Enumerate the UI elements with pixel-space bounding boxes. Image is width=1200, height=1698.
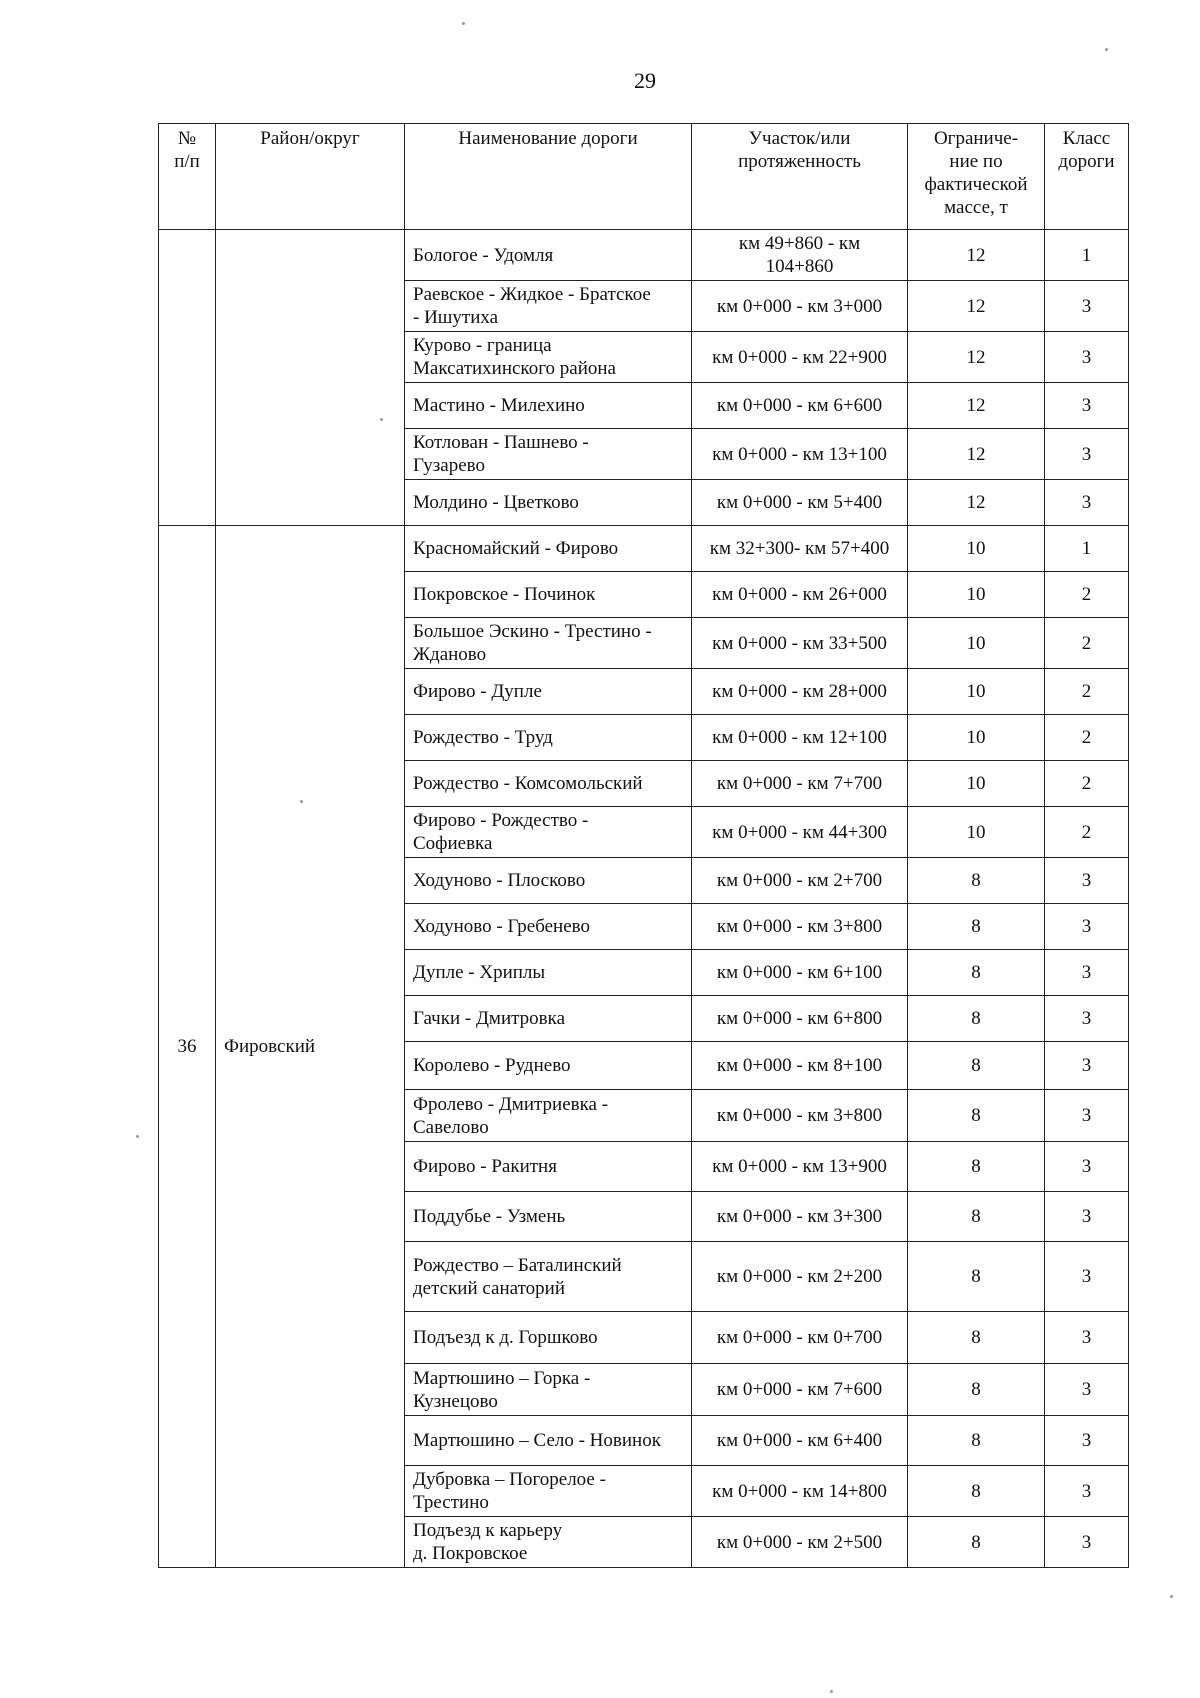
header-row [159, 124, 1129, 230]
road-name-cell [405, 1090, 692, 1142]
road-name: Красномайский - Фирово [413, 538, 619, 559]
mass-limit-cell [908, 332, 1045, 383]
mass-limit-cell [908, 1416, 1045, 1466]
road-name: Фирово - Дупле [413, 681, 542, 702]
mass-limit: 8 [971, 1430, 981, 1451]
mass-limit: 8 [971, 1008, 981, 1029]
road-name: Котлован - Пашнево - Гузарево [413, 432, 589, 476]
road-class-cell [1045, 1090, 1129, 1142]
road-section-cell [692, 904, 908, 950]
row-number: 36 [177, 1036, 197, 1057]
road-section: км 0+000 - км 7+600 [716, 1379, 883, 1400]
road-section: км 0+000 - км 6+800 [716, 1008, 883, 1029]
mass-limit: 8 [971, 1379, 981, 1400]
road-section-cell [692, 761, 908, 807]
header-road-name [405, 124, 692, 230]
scan-speck [1105, 48, 1108, 51]
road-section-cell [692, 230, 908, 281]
mass-limit: 8 [971, 1105, 981, 1126]
road-section: км 0+000 - км 13+100 [712, 443, 887, 465]
road-class-cell [1045, 281, 1129, 332]
header-num [159, 124, 216, 230]
mass-limit-cell [908, 807, 1045, 858]
header-num-text: № п/п [174, 128, 200, 172]
road-name: Подъезд к д. Горшково [413, 1327, 598, 1348]
road-name-cell [405, 996, 692, 1042]
road-section: км 32+300- км 57+400 [709, 538, 890, 559]
road-name-cell [405, 1142, 692, 1192]
mass-limit: 12 [966, 492, 986, 513]
road-class: 3 [1081, 1156, 1092, 1177]
road-class-cell [1045, 526, 1129, 572]
row-number-cell [159, 230, 216, 526]
road-name-cell [405, 230, 692, 281]
road-name-cell [405, 332, 692, 383]
road-class: 3 [1081, 395, 1092, 416]
road-name: Курово - граница Максатихинского района [413, 335, 616, 379]
road-class-cell [1045, 1312, 1129, 1364]
road-section: км 0+000 - км 12+100 [712, 727, 887, 748]
road-class: 3 [1081, 1266, 1092, 1287]
road-section: км 0+000 - км 14+800 [712, 1480, 887, 1502]
road-section: км 0+000 - км 6+400 [716, 1430, 883, 1451]
road-class-cell [1045, 1242, 1129, 1312]
road-section-cell [692, 1242, 908, 1312]
road-name: Рождество – Баталинский детский санаторий [413, 1254, 622, 1299]
scan-speck [1170, 1595, 1173, 1598]
road-class-cell [1045, 858, 1129, 904]
mass-limit: 12 [966, 346, 986, 368]
row-number-cell [159, 526, 216, 1568]
mass-limit: 10 [966, 632, 986, 654]
road-section-cell [692, 281, 908, 332]
road-section-cell [692, 1142, 908, 1192]
road-name-cell [405, 807, 692, 858]
header-district [216, 124, 405, 230]
road-class-cell [1045, 1364, 1129, 1416]
district-name: Фировский [224, 1036, 316, 1057]
district-name-cell [216, 526, 405, 1568]
road-name-cell [405, 669, 692, 715]
road-section: км 0+000 - км 2+700 [716, 870, 883, 891]
road-class: 2 [1081, 632, 1092, 654]
mass-limit: 8 [971, 1266, 981, 1287]
road-section-cell [692, 1466, 908, 1517]
table-row [159, 230, 1129, 281]
road-section: км 0+000 - км 3+300 [716, 1206, 883, 1227]
header-mass-limit-text: Ограниче- ние по фактической массе, т [924, 128, 1028, 218]
road-name-cell [405, 904, 692, 950]
road-class-cell [1045, 1142, 1129, 1192]
road-class: 2 [1081, 773, 1092, 794]
header-section [692, 124, 908, 230]
road-name: Фролево - Дмитриевка - Савелово [413, 1093, 609, 1138]
road-name: Раевское - Жидкое - Братское - Ишутиха [413, 284, 651, 328]
road-class: 2 [1081, 727, 1092, 748]
road-name: Королево - Руднево [413, 1055, 571, 1076]
road-section-cell [692, 715, 908, 761]
road-name-cell [405, 1242, 692, 1312]
mass-limit-cell [908, 1517, 1045, 1568]
road-section-cell [692, 332, 908, 383]
road-class: 3 [1081, 1008, 1092, 1029]
scan-speck [830, 1690, 833, 1693]
mass-limit: 10 [966, 727, 986, 748]
road-name: Подъезд к карьеру д. Покровское [413, 1520, 563, 1564]
mass-limit-cell [908, 429, 1045, 480]
header-road-name-text: Наименование дороги [458, 128, 638, 149]
road-section-cell [692, 1192, 908, 1242]
road-name-cell [405, 383, 692, 429]
road-name-cell [405, 1416, 692, 1466]
table-header [159, 124, 1129, 230]
road-class: 3 [1081, 1055, 1092, 1076]
road-class-cell [1045, 950, 1129, 996]
road-class: 3 [1081, 1379, 1092, 1400]
road-class: 1 [1081, 538, 1092, 559]
road-name-cell [405, 1312, 692, 1364]
road-section: км 0+000 - км 2+200 [716, 1266, 883, 1287]
mass-limit-cell [908, 1312, 1045, 1364]
header-district-text: Район/округ [260, 128, 360, 149]
scan-speck [380, 418, 383, 421]
road-class-cell [1045, 996, 1129, 1042]
mass-limit: 8 [971, 1055, 981, 1076]
table-body [159, 230, 1129, 1568]
mass-limit: 10 [966, 821, 986, 843]
road-section: км 0+000 - км 8+100 [716, 1055, 883, 1076]
road-name: Фирово - Ракитня [413, 1156, 557, 1177]
road-name-cell [405, 715, 692, 761]
road-class: 2 [1081, 584, 1092, 605]
mass-limit: 8 [971, 1531, 981, 1553]
road-section: км 0+000 - км 3+800 [716, 1105, 883, 1126]
road-name-cell [405, 618, 692, 669]
road-name-cell [405, 281, 692, 332]
road-name: Гачки - Дмитровка [413, 1008, 565, 1029]
road-class: 3 [1081, 1480, 1092, 1502]
mass-limit-cell [908, 761, 1045, 807]
mass-limit: 8 [971, 916, 981, 937]
road-name-cell [405, 761, 692, 807]
mass-limit: 8 [971, 1156, 981, 1177]
road-section: км 0+000 - км 13+900 [712, 1156, 887, 1177]
mass-limit-cell [908, 526, 1045, 572]
road-name-cell [405, 429, 692, 480]
header-section-text: Участок/или протяженность [738, 128, 861, 172]
road-class: 3 [1081, 295, 1092, 317]
road-section-cell [692, 526, 908, 572]
mass-limit: 8 [971, 1327, 981, 1348]
mass-limit: 8 [971, 1206, 981, 1227]
road-class-cell [1045, 1466, 1129, 1517]
road-section-cell [692, 383, 908, 429]
road-name: Мартюшино – Горка - Кузнецово [413, 1367, 591, 1412]
road-class-cell [1045, 904, 1129, 950]
road-name-cell [405, 1042, 692, 1090]
mass-limit-cell [908, 618, 1045, 669]
road-name-cell [405, 1192, 692, 1242]
mass-limit: 10 [966, 773, 986, 794]
road-class-cell [1045, 807, 1129, 858]
road-class: 3 [1081, 870, 1092, 891]
road-section: км 0+000 - км 5+400 [716, 492, 883, 513]
road-class: 3 [1081, 443, 1092, 465]
mass-limit-cell [908, 480, 1045, 526]
mass-limit: 12 [966, 244, 986, 266]
road-name-cell [405, 572, 692, 618]
mass-limit-cell [908, 996, 1045, 1042]
mass-limit-cell [908, 950, 1045, 996]
roads-table [158, 123, 1129, 1568]
road-section-cell [692, 669, 908, 715]
mass-limit: 10 [966, 538, 986, 559]
road-name: Дупле - Хриплы [413, 962, 546, 983]
mass-limit-cell [908, 1142, 1045, 1192]
mass-limit-cell [908, 1242, 1045, 1312]
road-name: Фирово - Рождество - Софиевка [413, 810, 589, 854]
road-name: Ходуново - Гребенево [413, 916, 590, 937]
mass-limit-cell [908, 230, 1045, 281]
mass-limit-cell [908, 715, 1045, 761]
road-name: Поддубье - Узмень [413, 1206, 566, 1227]
road-class: 2 [1081, 821, 1092, 843]
road-section: км 0+000 - км 3+800 [716, 916, 883, 937]
mass-limit-cell [908, 1192, 1045, 1242]
road-class: 3 [1081, 346, 1092, 368]
page-number: 29 [634, 68, 656, 93]
road-name-cell [405, 1517, 692, 1568]
mass-limit: 12 [966, 443, 986, 465]
header-road-class-text: Класс дороги [1058, 128, 1115, 172]
road-section-cell [692, 807, 908, 858]
road-section-cell [692, 1090, 908, 1142]
road-section-cell [692, 429, 908, 480]
road-class: 3 [1081, 1105, 1092, 1126]
road-name: Рождество - Комсомольский [413, 773, 643, 794]
mass-limit-cell [908, 858, 1045, 904]
road-class-cell [1045, 480, 1129, 526]
header-mass-limit [908, 124, 1045, 230]
mass-limit-cell [908, 1466, 1045, 1517]
road-class-cell [1045, 1192, 1129, 1242]
scan-speck [462, 22, 465, 25]
mass-limit: 12 [966, 395, 986, 416]
mass-limit-cell [908, 572, 1045, 618]
mass-limit-cell [908, 904, 1045, 950]
road-class-cell [1045, 761, 1129, 807]
road-section: км 0+000 - км 3+000 [716, 295, 883, 317]
road-section: км 0+000 - км 44+300 [712, 821, 887, 843]
mass-limit: 8 [971, 870, 981, 891]
road-name-cell [405, 480, 692, 526]
road-class-cell [1045, 383, 1129, 429]
road-class: 3 [1081, 1531, 1092, 1553]
road-section-cell [692, 950, 908, 996]
road-name-cell [405, 526, 692, 572]
mass-limit: 10 [966, 681, 986, 702]
road-class-cell [1045, 669, 1129, 715]
road-class-cell [1045, 332, 1129, 383]
road-class: 2 [1081, 681, 1092, 702]
road-name: Мастино - Милехино [413, 395, 585, 416]
header-road-class [1045, 124, 1129, 230]
road-section: км 0+000 - км 6+600 [716, 395, 883, 416]
road-name-cell [405, 1364, 692, 1416]
road-section: км 49+860 - км 104+860 [738, 233, 861, 277]
road-section: км 0+000 - км 0+700 [716, 1327, 883, 1348]
road-name: Рождество - Труд [413, 727, 553, 748]
road-class: 3 [1081, 916, 1092, 937]
road-name: Бологое - Удомля [413, 244, 554, 266]
mass-limit-cell [908, 1364, 1045, 1416]
road-class: 1 [1081, 244, 1092, 266]
road-section-cell [692, 572, 908, 618]
road-class: 3 [1081, 1206, 1092, 1227]
scan-speck [300, 800, 303, 803]
mass-limit: 10 [966, 584, 986, 605]
mass-limit-cell [908, 383, 1045, 429]
road-name-cell [405, 858, 692, 904]
road-section-cell [692, 858, 908, 904]
road-section-cell [692, 996, 908, 1042]
table-row [159, 526, 1129, 572]
road-class-cell [1045, 715, 1129, 761]
road-class-cell [1045, 1416, 1129, 1466]
mass-limit-cell [908, 1090, 1045, 1142]
road-section: км 0+000 - км 28+000 [712, 681, 887, 702]
road-class: 3 [1081, 962, 1092, 983]
road-class-cell [1045, 618, 1129, 669]
mass-limit-cell [908, 669, 1045, 715]
mass-limit: 8 [971, 1480, 981, 1502]
road-section: км 0+000 - км 26+000 [712, 584, 887, 605]
road-class-cell [1045, 1042, 1129, 1090]
road-name: Покровское - Починок [413, 584, 596, 605]
road-class-cell [1045, 572, 1129, 618]
road-section: км 0+000 - км 2+500 [716, 1531, 883, 1553]
road-name: Молдино - Цветково [413, 492, 579, 513]
mass-limit-cell [908, 281, 1045, 332]
district-name-cell [216, 230, 405, 526]
mass-limit-cell [908, 1042, 1045, 1090]
road-class: 3 [1081, 1327, 1092, 1348]
road-name-cell [405, 950, 692, 996]
road-name: Большое Эскино - Трестино - Жданово [413, 621, 652, 665]
road-name-cell [405, 1466, 692, 1517]
road-class-cell [1045, 230, 1129, 281]
road-section: км 0+000 - км 33+500 [712, 632, 887, 654]
mass-limit: 12 [966, 295, 986, 317]
mass-limit: 8 [971, 962, 981, 983]
road-name: Ходуново - Плосково [413, 870, 586, 891]
road-section: км 0+000 - км 22+900 [712, 346, 887, 368]
road-section-cell [692, 1517, 908, 1568]
road-name: Дубровка – Погорелое - Трестино [413, 1469, 606, 1513]
road-class: 3 [1081, 492, 1092, 513]
road-section-cell [692, 618, 908, 669]
road-section: км 0+000 - км 7+700 [716, 773, 883, 794]
road-section-cell [692, 480, 908, 526]
road-section-cell [692, 1312, 908, 1364]
road-section-cell [692, 1042, 908, 1090]
scan-speck [136, 1135, 139, 1138]
road-class-cell [1045, 1517, 1129, 1568]
road-class: 3 [1081, 1430, 1092, 1451]
road-name: Мартюшино – Село - Новинок [413, 1430, 661, 1451]
road-class-cell [1045, 429, 1129, 480]
road-section: км 0+000 - км 6+100 [716, 962, 883, 983]
road-section-cell [692, 1364, 908, 1416]
road-section-cell [692, 1416, 908, 1466]
